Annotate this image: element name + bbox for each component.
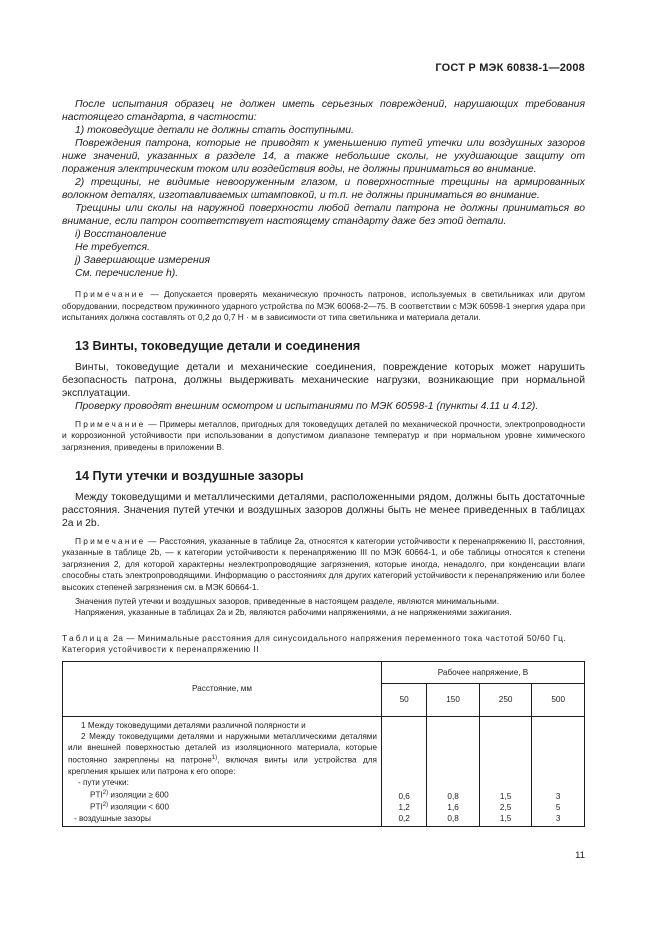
section-13-title: 13 Винты, токоведущие детали и соединения xyxy=(75,338,361,353)
table-caption-text: 2а — Минимальные расстояния для синусоидального напряжения переменного тока частотой 50/60 Гц. Категория устойчивости к перенапряжению II xyxy=(62,632,567,655)
note-text: — Примеры металлов, пригодных для токоведущих деталей по механической прочности, электропроводности и коррозионной устойчивости при использовании в допустимом диапазоне температур и при нормальном уровне химического загрязнения, приведены в приложении В. xyxy=(62,418,585,452)
note-lead: Примечание xyxy=(75,289,146,299)
intro-paragraph: Не требуется. xyxy=(75,242,150,253)
page-number: 11 xyxy=(575,850,585,861)
value-cell: 5 xyxy=(555,803,561,813)
value-cell: 1,5 xyxy=(499,792,512,802)
value-column-500 xyxy=(532,716,585,826)
clearance-label: - воздушные зазоры xyxy=(74,814,151,824)
value-cell: 0,6 xyxy=(398,792,410,802)
distances-table xyxy=(62,661,585,827)
table-header-row xyxy=(63,661,585,683)
note-paragraph xyxy=(62,289,585,324)
table-caption xyxy=(62,633,585,656)
document-header: ГОСТ Р МЭК 60838-1—2008 xyxy=(435,62,585,74)
intro-item-2: 2) трещины, не видимые невооруженным глазом, и поверхностные трещины на армированных волокном деталях, изготавливаемых штамповкой, и т.п. не должны приниматься во внимание. xyxy=(62,177,585,201)
row-line-2-text: 2 Между токоведущими деталями и наружными металлическими деталями или внешней поверхностью деталей из изоляционного материала, которые постоянно закреплены на патроне xyxy=(68,731,377,765)
section-14-note xyxy=(62,536,585,594)
section-14-paragraph: Между токоведущими и металлическими деталями, расположенными рядом, должны быть достаточные расстояния. Значения путей утечки и воздушных зазоров должны быть не менее приведенных в таблицах 2а и 2b. xyxy=(62,491,585,529)
column-header-distance: Расстояние, мм xyxy=(63,661,382,716)
voltage-header: 150 xyxy=(427,683,480,716)
section-14-paragraph: Значения путей утечки и воздушных зазоров, приведенные в настоящем разделе, являются минимальными. xyxy=(75,595,500,606)
value-cell: 0,2 xyxy=(398,814,410,824)
value-column-150 xyxy=(427,716,480,826)
table-row xyxy=(63,716,585,826)
pti-label: PTI xyxy=(90,803,103,813)
row-description xyxy=(63,716,382,826)
voltage-header: 500 xyxy=(532,683,585,716)
section-13-paragraph: Винты, токоведущие детали и механические соединения, повреждение которых может нарушить безопасность патрона, должны выдерживать механические нагрузки, возникающие при нормальной эксплуатации. xyxy=(62,361,585,399)
table-caption-lead: Таблица xyxy=(62,632,111,643)
intro-item-i: i) Восстановление xyxy=(75,229,167,240)
value-cell: 1,2 xyxy=(398,803,410,813)
pti-lt-text: изоляции < 600 xyxy=(108,803,170,813)
value-cell: 1,5 xyxy=(499,814,512,824)
note-lead: Примечание xyxy=(75,535,146,546)
value-column-250 xyxy=(479,716,532,826)
value-cell: 1,6 xyxy=(447,803,459,813)
pti-ge-label xyxy=(68,788,377,801)
intro-paragraph: См. перечисление h). xyxy=(75,268,179,279)
row-line-1: 1 Между токоведущими деталями различной полярности и xyxy=(81,720,306,730)
pti-label: PTI xyxy=(90,790,103,800)
creepage-label: - пути утечки: xyxy=(78,777,129,787)
note-lead: Примечание xyxy=(75,418,146,429)
intro-item-1: 1) токоведущие детали не должны стать доступными. xyxy=(75,125,354,136)
value-column-50 xyxy=(382,716,427,826)
value-cell: 2,5 xyxy=(499,803,512,813)
voltage-header: 250 xyxy=(479,683,532,716)
intro-paragraph: Трещины или сколы на наружной поверхности любой детали патрона не должны приниматься во внимание, если патрон соответствует настоящему стандарту даже без этой детали. xyxy=(62,203,585,227)
note-text: — Расстояния, указанные в таблице 2а, относятся к категории устойчивости к перенапряжению II, расстояния, указанные в таблице 2b, — к категории устойчивости к перенапряжению III по МЭК 60664-1, и обе таблицы относятся к степени загрязнения 2, для которой характерны неэлектропроводящие загрязнения, которые иногда, ненадолго, при конденсации влаги способны стать электропроводящими. Информацию о расстояниях для других категорий устойчивости к перенапряжению или более высоких степеней загрязнения см. в МЭК 60664-1. xyxy=(62,535,585,592)
intro-paragraph: После испытания образец не должен иметь серьезных повреждений, нарушающих требования настоящего стандарта, в частности: xyxy=(62,99,585,123)
section-14-title: 14 Пути утечки и воздушные зазоры xyxy=(75,468,304,483)
intro-paragraph: Повреждения патрона, которые не приводят к уменьшению путей утечки или воздушных зазоров ниже значений, указанных в разделе 14, а также небольшие сколы, не ухудшающие защиту от поражения электрическим током или воздействия воды, не должны приниматься во внимание. xyxy=(62,138,585,175)
section-13-note xyxy=(62,419,585,454)
intro-item-j: j) Завершающие измерения xyxy=(75,255,211,266)
column-header-voltage: Рабочее напряжение, В xyxy=(382,661,585,683)
row-line-2 xyxy=(68,731,377,777)
value-cell: 0,8 xyxy=(447,814,459,824)
section-14-paragraph: Напряжения, указанные в таблицах 2а и 2b, являются рабочими напряжениями, а не напряжениями зажигания. xyxy=(75,607,512,618)
value-cell: 0,8 xyxy=(447,792,459,802)
note-text: — Допускается проверять механическую прочность патронов, используемых в светильниках или другом оборудовании, посредством пружинного ударного устройства по МЭК 60068-2—75. В соответствии с МЭК 60598-1 энергия удара при испытаниях должна составлять от 0,2 до 0,7 Н · м в зависимости от типа светильника и материала детали. xyxy=(62,289,585,323)
footnote-ref: 2) xyxy=(102,789,109,796)
section-13-paragraph: Проверку проводят внешним осмотром и испытаниями по МЭК 60598-1 (пункты 4.11 и 4.12). xyxy=(75,400,539,412)
footnote-ref: 1) xyxy=(211,754,218,761)
footnote-ref: 2) xyxy=(102,802,109,809)
row-line-2-tail: , включая винты или устройства для крепления крышек или патрона к его опоре: xyxy=(68,755,377,776)
pti-lt-label xyxy=(68,800,377,813)
voltage-header: 50 xyxy=(382,683,427,716)
value-cell: 3 xyxy=(555,814,561,824)
pti-ge-text: изоляции ≥ 600 xyxy=(108,790,169,800)
value-cell: 3 xyxy=(555,792,561,802)
